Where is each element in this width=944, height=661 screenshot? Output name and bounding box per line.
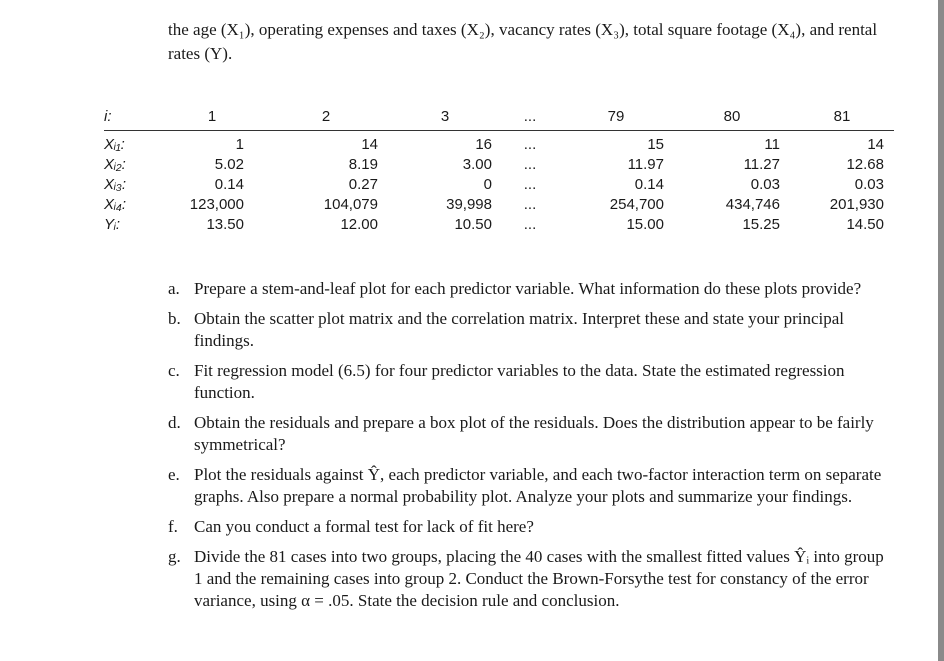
header-label: i: <box>104 106 160 131</box>
question-item <box>168 412 890 456</box>
table-cell-ellipsis: ... <box>523 156 537 173</box>
table-cell: 201,930 <box>829 196 884 213</box>
column-header: 79 <box>558 106 674 131</box>
table-cell: 15.00 <box>626 216 664 233</box>
question-text: Plot the residuals against Ŷ, each predictor variable, and each two-factor interaction term on separate graphs. Also prepare a normal probability plot. Analyze your plots and summarize your findings. <box>194 465 882 506</box>
table-cell: 1 <box>235 136 244 153</box>
table-row <box>104 195 894 215</box>
table-cell: 10.50 <box>454 216 492 233</box>
table-cell: 434,746 <box>725 196 780 213</box>
row-label: Xᵢ₃: <box>104 176 126 193</box>
row-label: Yᵢ: <box>104 216 121 233</box>
table-cell: 14.50 <box>846 216 884 233</box>
table-cell: 12.68 <box>846 156 884 173</box>
question-item <box>168 546 890 612</box>
table-row <box>104 215 894 235</box>
question-letter: g. <box>168 547 181 566</box>
table-cell: 15 <box>647 136 664 153</box>
question-letter: b. <box>168 309 181 328</box>
table-cell: 11.97 <box>627 156 664 173</box>
table-cell: 0.14 <box>634 176 664 193</box>
table-cell: 0 <box>483 176 492 193</box>
table-cell: 16 <box>475 136 492 153</box>
table-cell: 0.14 <box>214 176 244 193</box>
question-letter: a. <box>168 279 180 298</box>
question-item <box>168 464 890 508</box>
table-cell: 254,700 <box>609 196 664 213</box>
row-label: Xᵢ₄: <box>104 196 127 213</box>
table-cell: 123,000 <box>189 196 244 213</box>
table-cell-ellipsis: ... <box>523 216 537 233</box>
question-text: Obtain the residuals and prepare a box plot of the residuals. Does the distribution appear to be fairly symmetrical? <box>194 413 874 454</box>
table-header-row <box>104 106 894 131</box>
intro-paragraph <box>168 18 908 66</box>
table-cell: 13.50 <box>206 216 244 233</box>
column-header: 2 <box>264 106 388 131</box>
table-cell: 14 <box>867 136 884 153</box>
table-cell-ellipsis: ... <box>523 176 537 193</box>
question-item <box>168 360 890 404</box>
row-label: Xᵢ₂: <box>104 156 126 173</box>
table-cell: 0.03 <box>750 176 780 193</box>
table-cell: 104,079 <box>323 196 378 213</box>
table-cell: 11 <box>764 136 780 153</box>
question-item <box>168 278 890 300</box>
table-cell: 8.19 <box>348 156 378 173</box>
question-text: Divide the 81 cases into two groups, placing the 40 cases with the smallest fitted values Ŷᵢ into group 1 and the remaining cases into group 2. Conduct the Brown-Forsythe test for constancy of the error variance, using α = .05. State the decision rule and conclusion. <box>194 547 884 610</box>
column-header: 80 <box>674 106 790 131</box>
table-cell-ellipsis: ... <box>523 136 537 153</box>
table-row <box>104 175 894 195</box>
column-header: 81 <box>790 106 894 131</box>
question-letter: e. <box>168 465 180 484</box>
question-item <box>168 516 890 538</box>
table-cell: 3.00 <box>462 156 492 173</box>
row-label: Xᵢ₁: <box>104 136 125 153</box>
question-text: Obtain the scatter plot matrix and the correlation matrix. Interpret these and state your principal findings. <box>194 309 845 350</box>
table-cell: 0.03 <box>854 176 884 193</box>
table-row <box>104 155 894 175</box>
page-edge-bar <box>938 0 944 661</box>
question-letter: c. <box>168 361 180 380</box>
column-header-ellipsis: ... <box>502 106 558 131</box>
intro-text: the age (X₁), operating expenses and taxes (X₂), vacancy rates (X₃), total square footage (X₄), and rental rates (Y). <box>168 20 878 63</box>
table-cell: 5.02 <box>214 156 244 173</box>
table-cell: 0.27 <box>348 176 378 193</box>
table-cell: 15.25 <box>742 216 780 233</box>
question-text: Prepare a stem-and-leaf plot for each predictor variable. What information do these plots provide? <box>194 279 862 298</box>
question-item <box>168 308 890 352</box>
table-row <box>104 131 894 156</box>
question-text: Fit regression model (6.5) for four predictor variables to the data. State the estimated regression function. <box>194 361 845 402</box>
question-letter: f. <box>168 517 178 536</box>
question-text: Can you conduct a formal test for lack of fit here? <box>194 517 534 536</box>
table-cell: 12.00 <box>340 216 378 233</box>
column-header: 3 <box>388 106 502 131</box>
table-cell: 39,998 <box>446 196 492 213</box>
data-table <box>104 106 894 235</box>
table-cell: 11.27 <box>743 156 780 173</box>
table-cell-ellipsis: ... <box>523 196 537 213</box>
column-header: 1 <box>160 106 264 131</box>
question-letter: d. <box>168 413 181 432</box>
table-cell: 14 <box>361 136 378 153</box>
question-list <box>168 278 890 620</box>
